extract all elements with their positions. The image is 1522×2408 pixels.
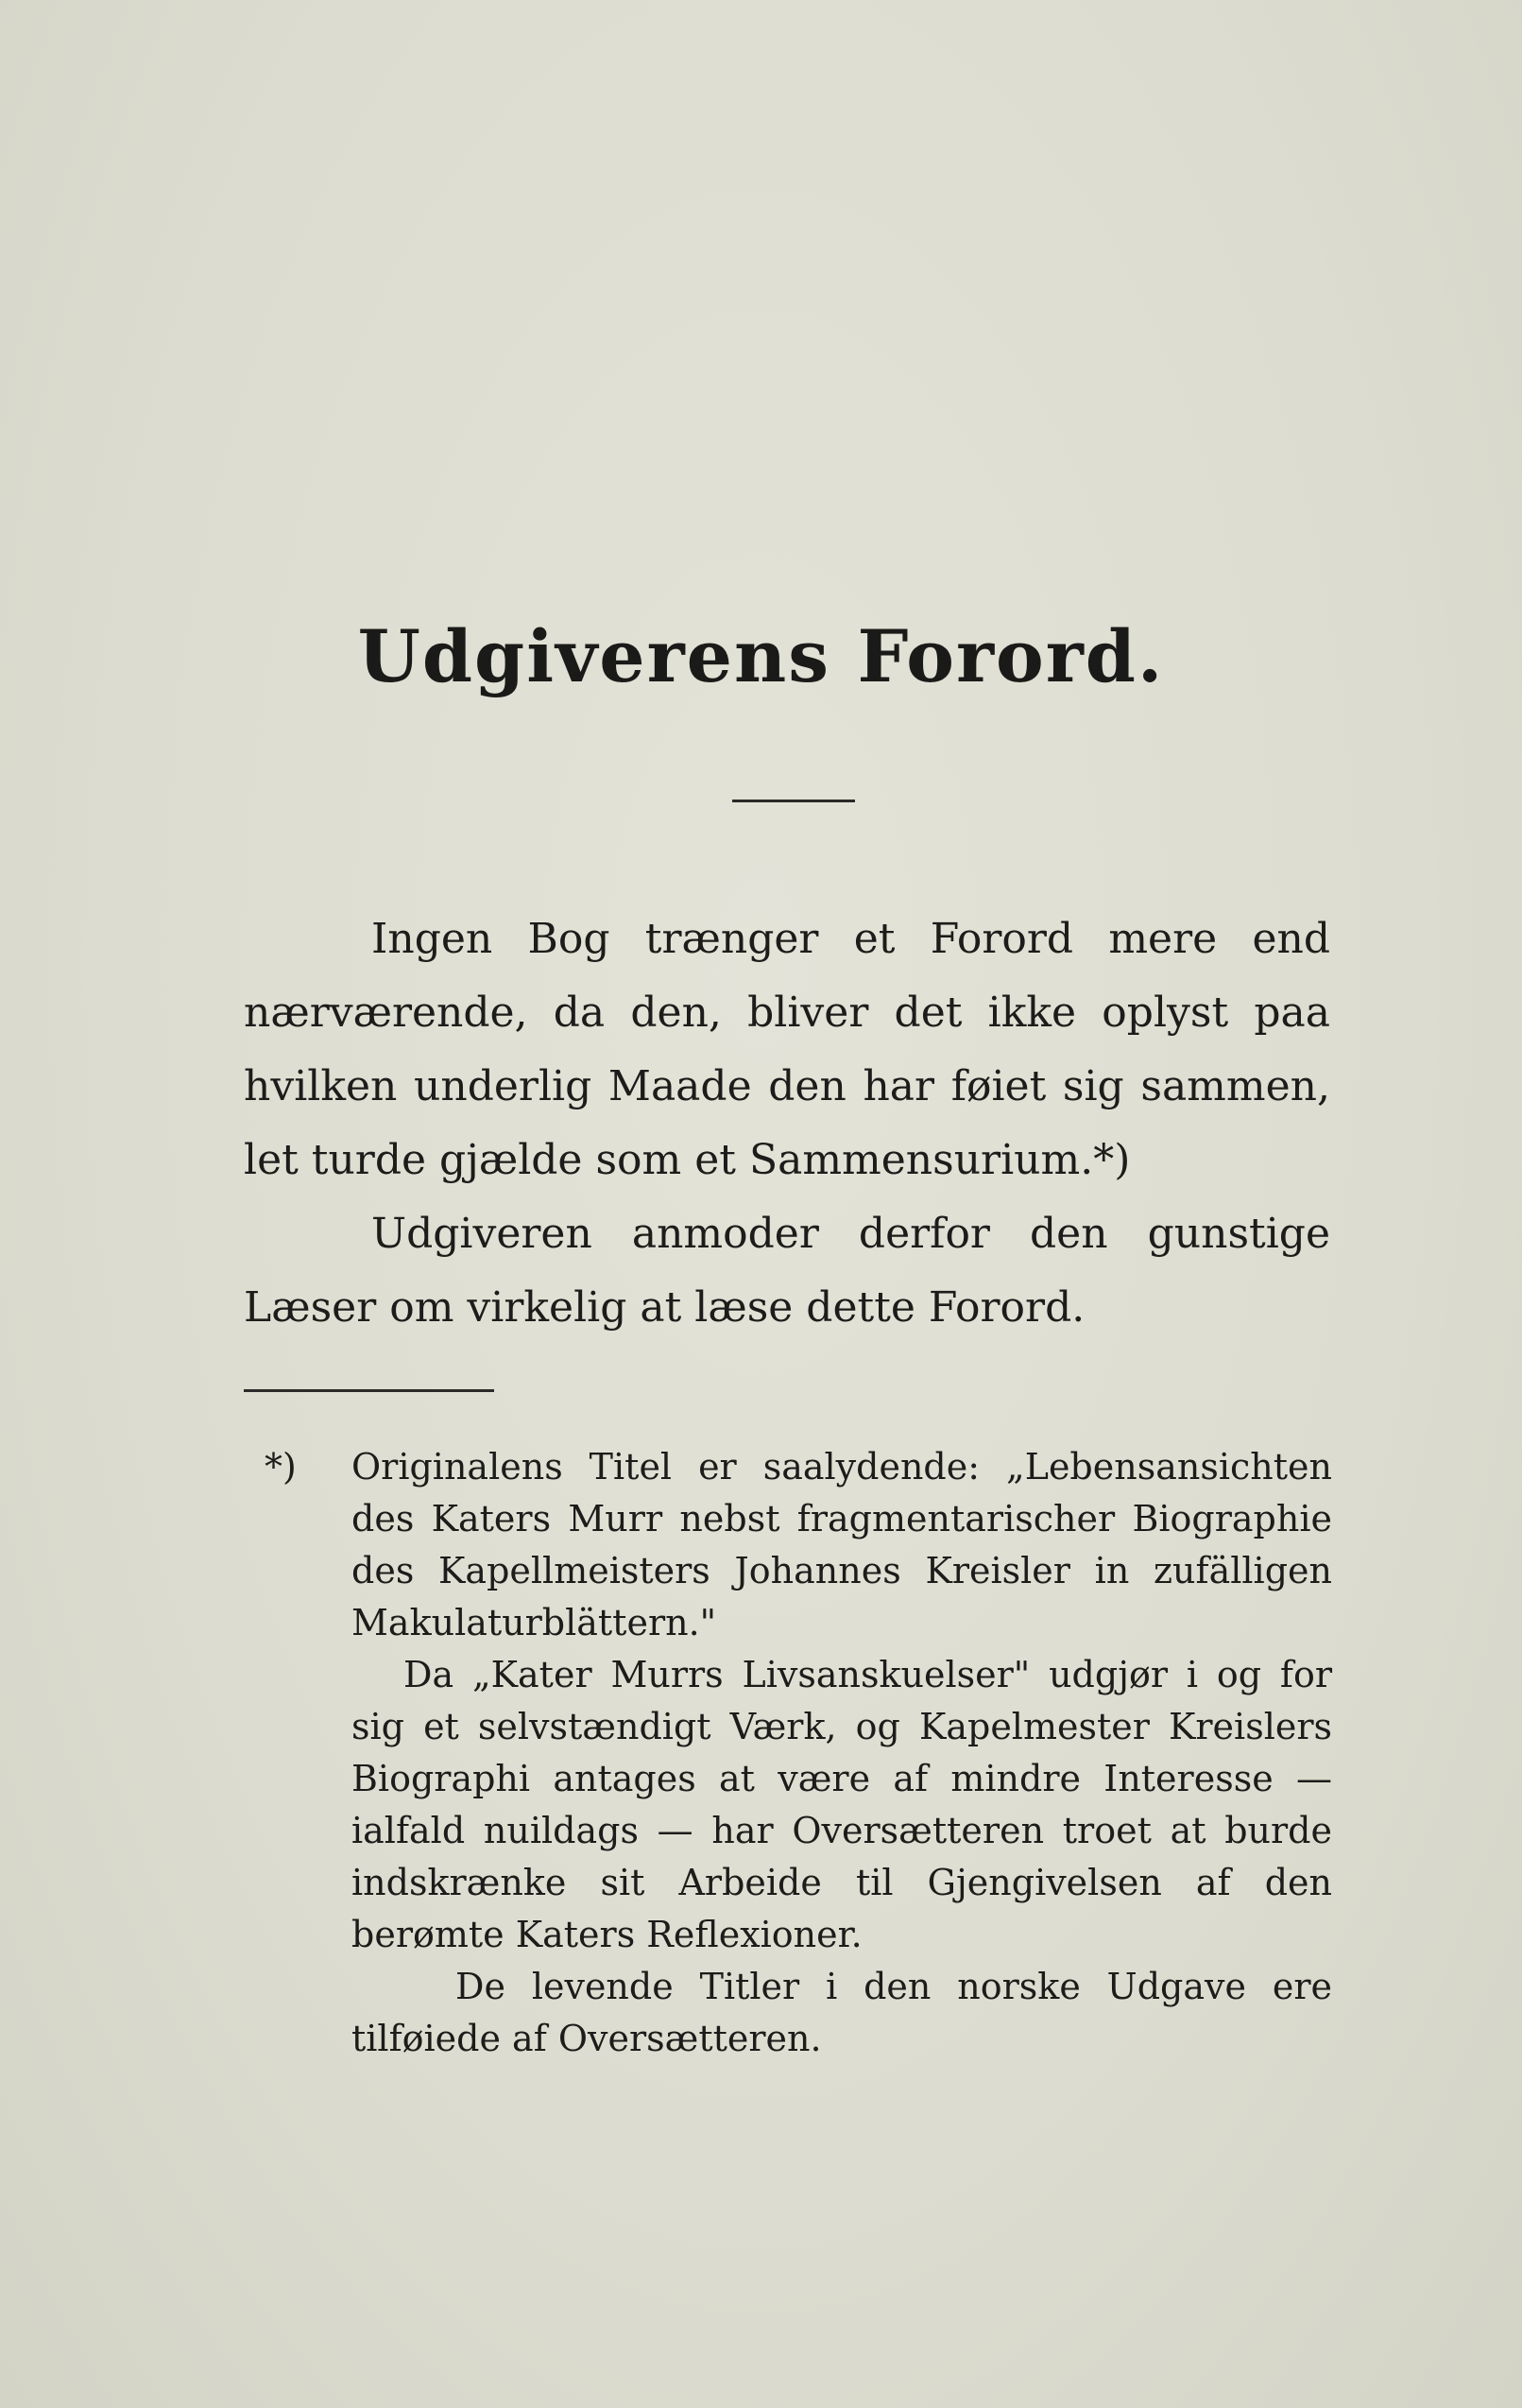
body-paragraph: Udgiveren anmoder derfor den gunstige Læser om virkelig at læse dette Forord.: [244, 1210, 1330, 1332]
footnote-body: [351, 1441, 1332, 2065]
title-divider: [732, 800, 855, 802]
page-title: Udgiverens Forord.: [357, 614, 1165, 698]
footnote: [265, 1441, 1332, 2065]
body-text: [244, 903, 1330, 1345]
footnote-divider: [244, 1389, 494, 1392]
footnote-paragraph: De levende Titler i den norske Udgave ere tilføiede af Oversætteren.: [351, 1966, 1332, 2059]
footnote-paragraph: Da „Kater Murrs Livsanskuelser" udgjør i og for sig et selvstændigt Værk, og Kapelmester Kreislers Biographi antages at være af mindre Interesse — ialfald nuildags — har Oversætteren troet at burde indskrænke sit Arbeide til Gjengivelsen af den berømte Katers Reflexioner.: [351, 1654, 1332, 1955]
footnote-marker: *): [265, 1446, 297, 1488]
footnote-paragraph: Originalens Titel er saalydende: „Lebensansichten des Katers Murr nebst fragmentarischer Biographie des Kapellmeisters Johannes Kreisler in zufälligen Makulaturblättern.": [351, 1446, 1332, 1643]
body-paragraph: Ingen Bog trænger et Forord mere end nærværende, da den, bliver det ikke oplyst paa hvilken underlig Maade den har føiet sig sammen, let turde gjælde som et Sammensurium.*): [244, 915, 1330, 1184]
